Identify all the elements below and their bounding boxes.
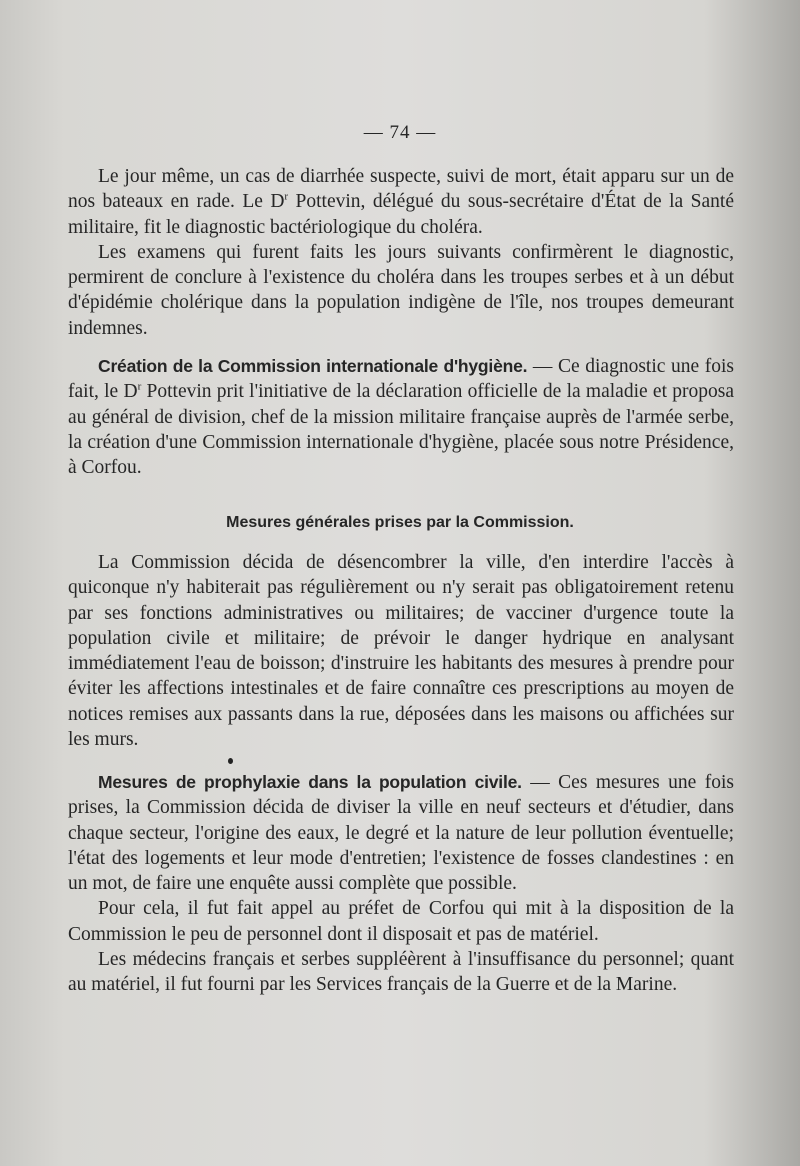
paragraph-text: Pottevin, délégué du sous-secrétaire d'État de la Santé militaire, fit le diagnostic bactériologique du choléra. bbox=[68, 191, 734, 238]
general-measures-text bbox=[68, 550, 734, 752]
paragraph-doctors: Les médecins français et serbes suppléèrent à l'insuffisance du personnel; quant au matériel, il fut fourni par les Services français de la Guerre et de la Marine. bbox=[68, 949, 734, 996]
paragraph-prefect: Pour cela, il fut fait appel au préfet de Corfou qui mit à la disposition de la Commission le peu de personnel dont il disposait et pas de matériel. bbox=[68, 898, 734, 945]
paragraph-examinations: Les examens qui furent faits les jours suivants confirmèrent le diagnostic, permirent de conclure à l'existence du choléra dans les troupes serbes et à un début d'épidémie cholérique dans la population indigène de l'île, nos troupes demeurant indemnes. bbox=[68, 241, 734, 339]
intro-text bbox=[68, 164, 734, 341]
section-heading: Mesures générales prises par la Commission. bbox=[226, 514, 574, 531]
commission-creation-text bbox=[68, 354, 734, 480]
paragraph-general-measures: La Commission décida de désencombrer la ville, d'en interdire l'accès à quiconque n'y habiterait pas régulièrement ou n'y serait pas obligatoirement retenu par ses fonctions administratives ou militaires; de vacciner d'urgence toute la population civile et militaire; de prévoir le danger hydrique en analysant immédiatement l'eau de boisson; d'instruire les habitants des mesures à prendre pour éviter les affections intestinales et de faire connaître ces prescriptions au moyen de notices remises aux passants dans la rue, déposées dans les maisons ou affichées sur les murs. bbox=[68, 552, 734, 751]
paragraph-prophylaxis bbox=[68, 770, 734, 896]
paragraph-text: Le jour même, un cas de diarrhée suspecte, suivi de mort, était apparu sur un de nos bateaux en rade. Le D bbox=[68, 166, 734, 213]
paragraph-lead: Mesures de prophylaxie dans la population civile. bbox=[98, 772, 522, 792]
paragraph-lead: Création de la Commission internationale d'hygiène. bbox=[98, 356, 528, 376]
superscript: r bbox=[137, 380, 142, 393]
paragraph-text: Pottevin prit l'initiative de la déclaration officielle de la maladie et proposa au général de division, chef de la mission militaire française auprès de l'armée serbe, la création d'une Commission internationale d'hygiène, placée sous notre Présidence, à Corfou. bbox=[68, 381, 735, 479]
page-number: — 74 — bbox=[363, 122, 437, 143]
paragraph-text: — Ces mesures une fois prises, la Commission décida de diviser la ville en neuf secteurs et d'étudier, dans chaque secteur, l'origine des eaux, le degré et la nature de leur pollution éventuelle; l'état des logements et leur mode d'entretien; l'existence de fosses clandestines : en un mot, de faire une enquête aussi complète que possible. bbox=[68, 772, 734, 895]
superscript: r bbox=[284, 190, 289, 203]
paragraph-first-case bbox=[68, 164, 734, 240]
prophylaxis-text bbox=[68, 770, 734, 998]
paragraph-commission-creation bbox=[68, 354, 734, 480]
paragraph-text: — Ce diagnostic une fois fait, le D bbox=[68, 356, 734, 403]
ink-dot bbox=[228, 758, 233, 764]
